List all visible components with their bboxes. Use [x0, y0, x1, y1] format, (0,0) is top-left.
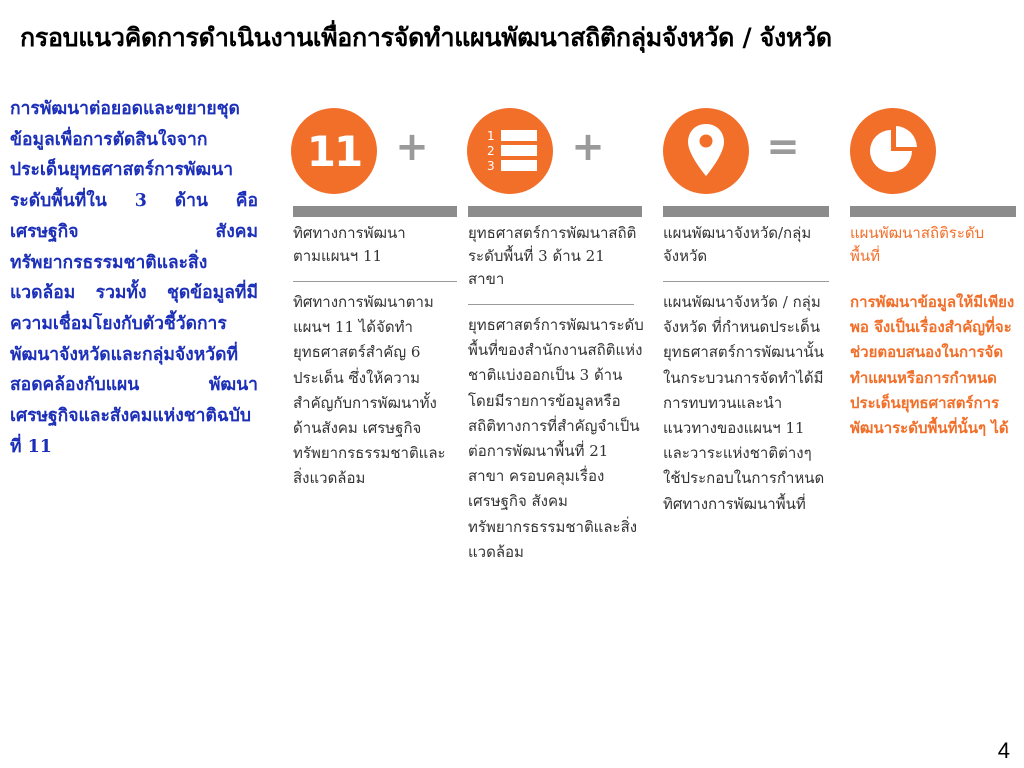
list-number-1: 1	[487, 129, 495, 143]
map-pin-icon	[663, 108, 749, 194]
column-heading-3: แผนพัฒนาจังหวัด/กลุ่มจังหวัด	[663, 224, 812, 265]
plan-number: 11	[306, 126, 362, 176]
list-number-2: 2	[487, 144, 495, 158]
column-rule-2	[468, 304, 634, 305]
column-heading-4: แผนพัฒนาสถิติระดับพื้นที่	[850, 224, 985, 265]
intro-text: การพัฒนาต่อยอดและขยายชุดข้อมูลเพื่อการตัดสินใจจากประเด็นยุทธศาสตร์การพัฒนาระดับพื้นที่ใน 3 ด้าน คือ เศรษฐกิจ สังคม ทรัพยากรธรรมชาติและสิ่งแวดล้อม รวมทั้ง ชุดข้อมูลที่มีความเชื่อมโยงกับตัวชี้วัดการพัฒนาจังหวัดและกลุ่มจังหวัดที่สอดคล้องกับแผน พัฒนาเศรษฐกิจและสังคมแห่งชาติฉบับที่ 11	[10, 99, 258, 457]
column-body-3: แผนพัฒนาจังหวัด / กลุ่มจังหวัด ที่กำหนดประเด็นยุทธศาสตร์การพัฒนานั้น ในกระบวนการจัดทำได้มีการทบทวนและนำแนวทางของแผนฯ 11 และวาระแห่งชาติต่างๆ ใช้ประกอบในการกำหนดทิศทางการพัฒนาพื้นที่	[663, 293, 825, 513]
plan-11-icon	[291, 108, 377, 194]
pie-chart-icon	[850, 108, 936, 194]
column-body-2: ยุทธศาสตร์การพัฒนาระดับพื้นที่ของสำนักงานสถิติแห่งชาติแบ่งออกเป็น 3 ด้าน โดยมีรายการข้อมูลหรือสถิติทางการที่สำคัญจำเป็นต่อการพัฒนาพื้นที่ 21 สาขา ครอบคลุมเรื่องเศรษฐกิจ สังคม ทรัพยากรธรรมชาติและสิ่งแวดล้อม	[468, 316, 644, 561]
column-bar-3	[663, 206, 829, 217]
column-rule-1	[293, 281, 457, 282]
column-bar-4	[850, 206, 1016, 217]
column-rule-3	[663, 281, 829, 282]
slide-title: กรอบแนวคิดการดำเนินงานเพื่อการจัดทำแผนพัฒนาสถิติกลุ่มจังหวัด / จังหวัด	[20, 23, 832, 52]
column-bar-1	[293, 206, 457, 217]
page-number: 4	[997, 738, 1010, 763]
pin-glyph-icon	[663, 108, 749, 194]
pie-glyph-icon	[850, 108, 936, 194]
list-glyph-icon	[467, 108, 553, 194]
column-heading-2: ยุทธศาสตร์การพัฒนาสถิติระดับพื้นที่ 3 ด้าน 21 สาขา	[468, 224, 637, 288]
column-body-1: ทิศทางการพัฒนาตามแผนฯ 11 ได้จัดทำยุทธศาสตร์สำคัญ 6 ประเด็น ซึ่งให้ความสำคัญกับการพัฒนาทั้งด้านสังคม เศรษฐกิจ ทรัพยากรธรรมชาติและสิ่งแวดล้อม	[293, 293, 446, 488]
plus-operator: +	[571, 124, 605, 170]
column-bar-2	[468, 206, 642, 217]
column-heading-1: ทิศทางการพัฒนาตามแผนฯ 11	[293, 224, 406, 265]
plus-operator: +	[395, 124, 429, 170]
numbered-list-icon	[467, 108, 553, 194]
list-number-3: 3	[487, 159, 495, 173]
column-body-4: การพัฒนาข้อมูลให้มีเพียงพอ จึงเป็นเรื่องสำคัญที่จะช่วยตอบสนองในการจัดทำแผนหรือการกำหนดประเด็นยุทธศาสตร์การพัฒนาระดับพื้นที่นั้นๆ ได้	[850, 293, 1015, 438]
equals-operator: =	[766, 124, 800, 170]
